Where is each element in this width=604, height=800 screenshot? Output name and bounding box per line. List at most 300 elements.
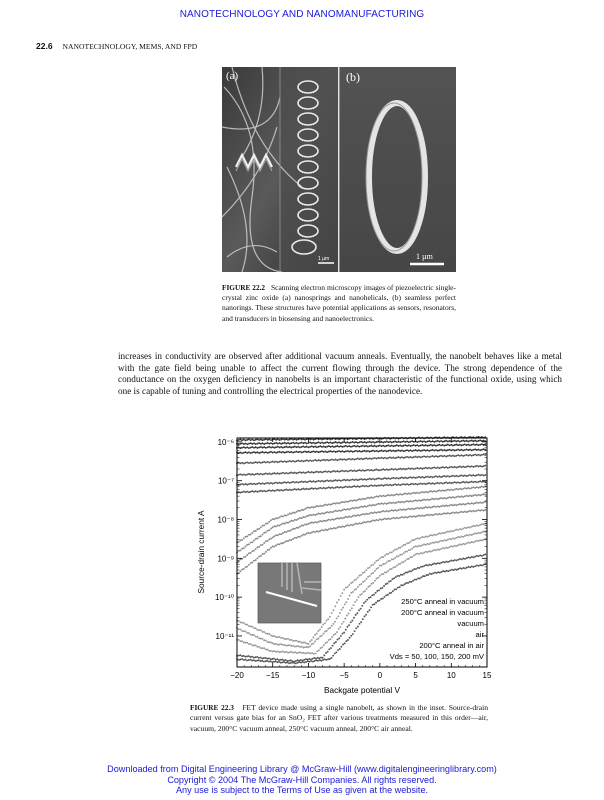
series-14-point	[449, 546, 451, 548]
series-5-point	[284, 472, 286, 474]
series-1-point	[348, 442, 350, 444]
series-4-point	[408, 457, 410, 459]
series-9-point	[331, 511, 333, 513]
series-11-point	[432, 514, 434, 516]
series-9-point	[449, 496, 451, 498]
series-5-point	[377, 469, 379, 471]
series-15-point	[476, 555, 478, 557]
series-5-point	[324, 470, 326, 472]
series-10-point	[406, 508, 408, 510]
series-1-point	[445, 440, 447, 442]
series-4-point	[319, 460, 321, 462]
series-0-point	[338, 438, 340, 440]
series-14-point	[248, 643, 250, 645]
series-11-point	[396, 517, 398, 519]
series-0-point	[270, 439, 272, 441]
footer-line-1[interactable]: Downloaded from Digital Engineering Library @ McGraw-Hill (www.digitalengineeringlibrary.com)	[107, 764, 497, 774]
series-5-point	[301, 472, 303, 474]
series-7-point	[330, 487, 332, 489]
series-8-point	[248, 534, 250, 536]
series-15-point	[415, 568, 417, 570]
series-7-point	[345, 486, 347, 488]
series-10-point	[330, 519, 332, 521]
series-8-point	[275, 517, 277, 519]
series-12-point	[476, 524, 478, 526]
series-7-point	[442, 483, 444, 485]
series-6-point	[466, 475, 468, 477]
series-1-point	[365, 442, 367, 444]
series-7-point	[284, 489, 286, 491]
series-13-point	[345, 601, 347, 603]
series-11-point	[452, 511, 454, 513]
series-9-point	[348, 508, 350, 510]
series-2-point	[314, 446, 316, 448]
series-2-point	[335, 446, 337, 448]
series-13-point	[347, 598, 349, 600]
series-15-point	[342, 633, 344, 635]
series-15-point	[275, 659, 277, 661]
series-14-point	[287, 652, 289, 654]
series-2-point	[284, 446, 286, 448]
series-1-point	[396, 441, 398, 443]
series-7-point	[238, 491, 240, 493]
series-8-point	[306, 507, 308, 509]
series-8-point	[304, 508, 306, 510]
series-12-point	[479, 524, 481, 526]
series-4-point	[335, 459, 337, 461]
series-0-point	[313, 439, 315, 441]
panel-a-label: (a)	[226, 70, 239, 82]
series-7-point	[377, 484, 379, 486]
series-7-point	[369, 485, 371, 487]
series-3-point	[311, 451, 313, 453]
series-3-point	[304, 450, 306, 452]
series-10-point	[307, 523, 309, 525]
series-5-point	[455, 467, 457, 469]
series-3-point	[365, 450, 367, 452]
series-14-point	[313, 653, 315, 655]
series-11-point	[338, 526, 340, 528]
series-4-point	[391, 457, 393, 459]
series-5-point	[321, 471, 323, 473]
series-15-point	[397, 575, 399, 577]
series-4-point	[472, 454, 474, 456]
series-8-point	[444, 490, 446, 492]
series-13-point	[374, 570, 376, 572]
series-14-point	[404, 560, 406, 562]
series-12-point	[357, 577, 359, 579]
series-6-point	[251, 483, 253, 485]
series-15-point	[412, 569, 414, 571]
series-1-point	[410, 441, 412, 443]
series-3-point	[413, 450, 415, 452]
series-12-point	[411, 539, 413, 541]
series-12-point	[423, 536, 425, 538]
series-14-point	[445, 547, 447, 549]
series-11-point	[435, 513, 437, 515]
series-12-point	[348, 584, 350, 586]
series-12-point	[294, 640, 296, 642]
series-8-point	[365, 497, 367, 499]
series-8-point	[464, 487, 466, 489]
series-11-point	[403, 517, 405, 519]
series-10-point	[258, 546, 260, 548]
series-0-point	[250, 439, 252, 441]
series-1-point	[350, 441, 352, 443]
series-6-point	[265, 482, 267, 484]
series-1-point	[279, 442, 281, 444]
series-6-point	[413, 476, 415, 478]
series-8-point	[331, 503, 333, 505]
series-0-point	[246, 439, 248, 441]
series-0-point	[292, 439, 294, 441]
series-15-point	[253, 657, 255, 659]
series-12-point	[484, 523, 486, 525]
series-5-point	[307, 471, 309, 473]
series-8-point	[314, 506, 316, 508]
series-8-point	[272, 518, 274, 520]
series-14-point	[318, 649, 320, 651]
series-9-point	[241, 548, 243, 550]
series-2-point	[374, 445, 376, 447]
series-2-point	[245, 447, 247, 449]
series-10-point	[246, 554, 248, 556]
series-7-point	[433, 483, 435, 485]
series-8-point	[479, 486, 481, 488]
series-8-point	[313, 507, 315, 509]
series-2-point	[357, 445, 359, 447]
series-1-point	[333, 442, 335, 444]
series-9-point	[287, 522, 289, 524]
series-16-point	[268, 661, 270, 663]
series-10-point	[483, 501, 485, 503]
series-8-point	[471, 487, 473, 489]
series-10-point	[420, 507, 422, 509]
series-9-point	[483, 493, 485, 495]
series-4-point	[285, 461, 287, 463]
series-13-point	[452, 537, 454, 539]
series-4-point	[365, 457, 367, 459]
series-16-point	[362, 618, 364, 620]
series-1-point	[474, 440, 476, 442]
series-5-point	[420, 467, 422, 469]
series-3-point	[447, 449, 449, 451]
series-1-point	[340, 442, 342, 444]
series-7-point	[348, 486, 350, 488]
series-10-point	[350, 516, 352, 518]
series-6-point	[374, 478, 376, 480]
series-4-point	[340, 458, 342, 460]
series-2-point	[391, 445, 393, 447]
series-2-point	[420, 444, 422, 446]
series-7-point	[370, 484, 372, 486]
series-8-point	[469, 488, 471, 490]
series-16-point	[392, 590, 394, 592]
series-8-point	[452, 489, 454, 491]
series-10-point	[479, 501, 481, 503]
series-3-point	[394, 450, 396, 452]
series-7-point	[455, 482, 457, 484]
series-9-point	[350, 508, 352, 510]
series-12-point	[464, 527, 466, 529]
series-15-point	[333, 642, 335, 644]
series-0-point	[238, 439, 240, 441]
series-2-point	[324, 446, 326, 448]
series-16-point	[307, 660, 309, 662]
series-9-point	[374, 504, 376, 506]
series-5-point	[410, 468, 412, 470]
series-4-point	[275, 461, 277, 463]
series-3-point	[432, 449, 434, 451]
series-1-point	[376, 441, 378, 443]
series-3-point	[459, 449, 461, 451]
series-10-point	[282, 532, 284, 534]
series-3-point	[245, 451, 247, 453]
series-11-point	[454, 512, 456, 514]
series-7-point	[459, 482, 461, 484]
series-1-point	[472, 440, 474, 442]
series-9-point	[420, 500, 422, 502]
series-15-point	[420, 566, 422, 568]
series-2-point	[246, 446, 248, 448]
series-2-point	[341, 446, 343, 448]
series-12-point	[353, 579, 355, 581]
series-11-point	[323, 529, 325, 531]
series-14-point	[398, 563, 400, 565]
series-1-point	[253, 442, 255, 444]
series-8-point	[345, 501, 347, 503]
series-4-point	[277, 461, 279, 463]
series-15-point	[343, 632, 345, 634]
series-5-point	[239, 473, 241, 475]
series-16-point	[238, 659, 240, 661]
series-6-point	[454, 475, 456, 477]
series-10-point	[352, 515, 354, 517]
series-7-point	[316, 488, 318, 490]
series-6-point	[445, 476, 447, 478]
series-9-point	[432, 498, 434, 500]
series-8-point	[353, 499, 355, 501]
series-12-point	[338, 599, 340, 601]
series-13-point	[418, 545, 420, 547]
series-16-point	[446, 570, 448, 572]
series-6-point	[328, 480, 330, 482]
series-6-point	[311, 481, 313, 483]
series-1-point	[347, 441, 349, 443]
series-7-point	[347, 486, 349, 488]
series-2-point	[481, 443, 483, 445]
series-16-point	[452, 569, 454, 571]
series-4-point	[284, 460, 286, 462]
series-12-point	[425, 536, 427, 538]
series-6-point	[447, 475, 449, 477]
series-3-point	[403, 450, 405, 452]
series-6-point	[279, 482, 281, 484]
series-15-point	[256, 656, 258, 658]
series-13-point	[355, 588, 357, 590]
series-11-point	[333, 527, 335, 529]
series-15-point	[353, 617, 355, 619]
series-4-point	[442, 455, 444, 457]
series-15-point	[383, 585, 385, 587]
series-13-point	[280, 643, 282, 645]
series-0-point	[275, 439, 277, 441]
series-4-point	[302, 460, 304, 462]
series-15-point	[378, 589, 380, 591]
series-16-point	[412, 580, 414, 582]
series-5-point	[421, 468, 423, 470]
series-5-point	[323, 471, 325, 473]
series-8-point	[318, 505, 320, 507]
series-16-point	[326, 659, 328, 661]
series-2-point	[313, 446, 315, 448]
series-7-point	[384, 484, 386, 486]
series-6-point	[275, 482, 277, 484]
series-4-point	[241, 462, 243, 464]
x-tick-label: −10	[301, 671, 316, 680]
series-13-point	[297, 645, 299, 647]
series-13-point	[350, 592, 352, 594]
series-10-point	[398, 509, 400, 511]
series-5-point	[430, 467, 432, 469]
series-12-point	[445, 531, 447, 533]
series-1-point	[243, 443, 245, 445]
series-5-point	[484, 465, 486, 467]
series-2-point	[265, 447, 267, 449]
series-16-point	[459, 567, 461, 569]
series-7-point	[382, 485, 384, 487]
series-1-point	[313, 442, 315, 444]
series-3-point	[444, 449, 446, 451]
series-13-point	[359, 584, 361, 586]
series-15-point	[313, 657, 315, 659]
series-10-point	[336, 517, 338, 519]
series-13-point	[279, 644, 281, 646]
series-12-point	[241, 622, 243, 624]
series-6	[236, 474, 486, 486]
series-4-point	[481, 454, 483, 456]
sem-panel-b	[339, 67, 456, 272]
series-4-point	[260, 462, 262, 464]
series-7-point	[452, 482, 454, 484]
series-2-point	[301, 446, 303, 448]
series-6-point	[428, 476, 430, 478]
series-10-point	[370, 512, 372, 514]
series-1-point	[403, 440, 405, 442]
series-1-point	[476, 440, 478, 442]
series-9-point	[445, 497, 447, 499]
series-1-point	[444, 440, 446, 442]
series-6-point	[287, 481, 289, 483]
series-7-point	[440, 482, 442, 484]
series-1-point	[299, 442, 301, 444]
series-11-point	[330, 527, 332, 529]
series-14-point	[435, 549, 437, 551]
series-15-point	[417, 567, 419, 569]
series-9-point	[372, 504, 374, 506]
series-9-point	[444, 497, 446, 499]
series-7-point	[427, 483, 429, 485]
series-7-point	[479, 480, 481, 482]
series-16-point	[400, 584, 402, 586]
series-7-point	[239, 492, 241, 494]
series-13-point	[415, 545, 417, 547]
series-16-point	[395, 588, 397, 590]
series-11-point	[367, 521, 369, 523]
series-2-point	[290, 447, 292, 449]
series-15-point	[303, 659, 305, 661]
x-tick-label: −15	[265, 671, 280, 680]
series-10-point	[438, 506, 440, 508]
series-5-point	[353, 470, 355, 472]
series-0-point	[321, 439, 323, 441]
series-12-point	[481, 523, 483, 525]
series-6-point	[462, 475, 464, 477]
series-4-point	[265, 461, 267, 463]
series-6-point	[433, 476, 435, 478]
series-1-point	[411, 440, 413, 442]
series-16-point	[352, 633, 354, 635]
series-13-point	[302, 647, 304, 649]
series-15-point	[376, 590, 378, 592]
series-1-point	[369, 441, 371, 443]
series-8-point	[311, 506, 313, 508]
series-1-point	[345, 442, 347, 444]
series-2-point	[258, 446, 260, 448]
series-14-point	[308, 652, 310, 654]
series-15-point	[445, 561, 447, 563]
series-3-point	[262, 451, 264, 453]
series-10-point	[376, 512, 378, 514]
series-4-point	[256, 462, 258, 464]
series-15-point	[251, 656, 253, 658]
series-2-point	[243, 446, 245, 448]
series-9-point	[345, 509, 347, 511]
series-10-point	[471, 502, 473, 504]
series-4-point	[374, 457, 376, 459]
x-tick-label: 0	[377, 671, 383, 680]
series-13-point	[438, 541, 440, 543]
series-16-point	[347, 639, 349, 641]
series-0-point	[326, 438, 328, 440]
series-9-point	[425, 499, 427, 501]
series-12-point	[260, 629, 262, 631]
series-4-point	[471, 455, 473, 457]
series-4-point	[333, 459, 335, 461]
series-12-point	[299, 641, 301, 643]
series-1-point	[462, 440, 464, 442]
series-1-point	[435, 440, 437, 442]
series-4-point	[250, 462, 252, 464]
series-3-point	[479, 449, 481, 451]
series-3-point	[302, 451, 304, 453]
series-3-point	[326, 451, 328, 453]
series-13-point	[258, 637, 260, 639]
series-1-point	[260, 443, 262, 445]
series-2-point	[347, 446, 349, 448]
series-14-point	[415, 553, 417, 555]
series-10-point	[316, 522, 318, 524]
series-3-point	[398, 449, 400, 451]
series-9-point	[433, 498, 435, 500]
series-14-point	[433, 549, 435, 551]
series-12-point	[406, 542, 408, 544]
series-10-point	[284, 531, 286, 533]
series-12-point	[316, 633, 318, 635]
series-5-point	[253, 474, 255, 476]
series-12-point	[427, 536, 429, 538]
series-11-point	[420, 515, 422, 517]
